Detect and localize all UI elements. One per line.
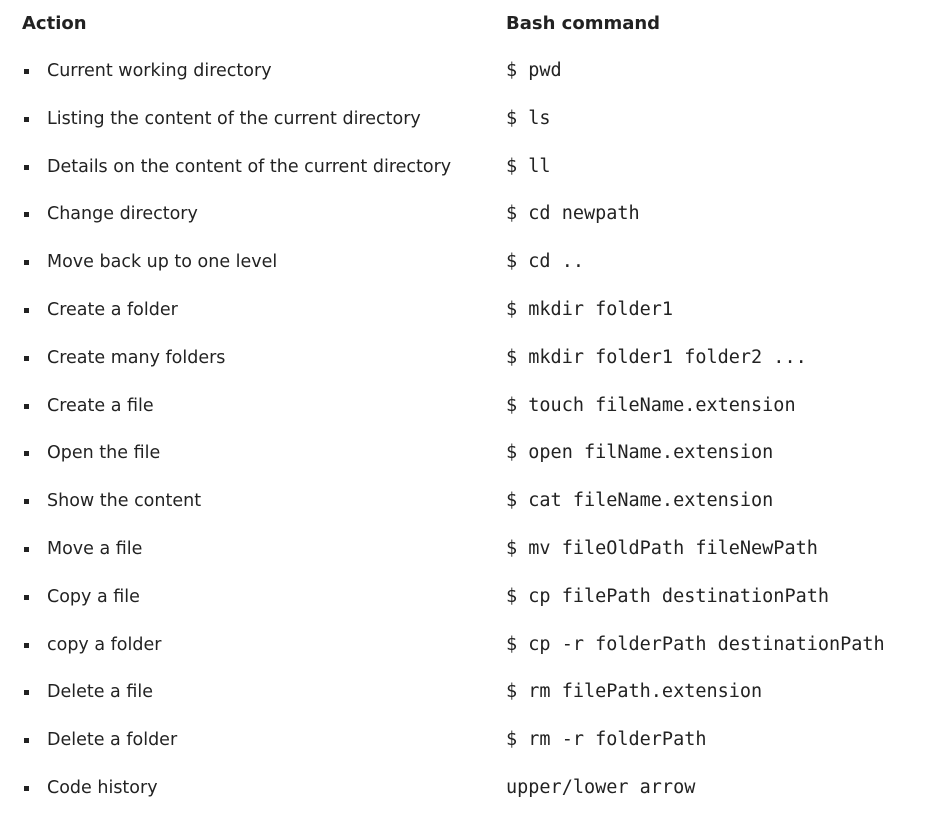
- action-text: Move back up to one level: [47, 252, 278, 273]
- bullet-icon: [24, 212, 29, 217]
- list-item: [0, 765, 933, 813]
- bullet-icon: [24, 547, 29, 552]
- action-text: Create many folders: [47, 347, 226, 368]
- command-text: $ cd newpath: [506, 203, 640, 225]
- command-list: [0, 48, 933, 813]
- action-text: Copy a file: [47, 586, 140, 607]
- list-item: [0, 526, 933, 574]
- bullet-icon: [24, 499, 29, 504]
- command-text: $ mkdir folder1 folder2 ...: [506, 346, 807, 368]
- command-text: $ mv fileOldPath fileNewPath: [506, 537, 818, 559]
- bullet-icon: [24, 786, 29, 791]
- action-text: Delete a file: [47, 682, 153, 703]
- bullet-icon: [24, 404, 29, 409]
- bullet-icon: [24, 117, 29, 122]
- command-text: $ cd ..: [506, 251, 584, 273]
- bullet-icon: [24, 451, 29, 456]
- action-text: Show the content: [47, 491, 202, 512]
- list-item: [0, 335, 933, 383]
- action-text: copy a folder: [47, 634, 162, 655]
- command-column-header: Bash command: [506, 13, 661, 34]
- action-text: Change directory: [47, 204, 198, 225]
- list-item: [0, 96, 933, 144]
- list-item: [0, 669, 933, 717]
- action-text: Move a file: [47, 538, 143, 559]
- bullet-icon: [24, 643, 29, 648]
- bullet-icon: [24, 260, 29, 265]
- list-item: [0, 239, 933, 287]
- list-item: [0, 478, 933, 526]
- command-text: $ open filName.extension: [506, 442, 774, 464]
- list-item: [0, 717, 933, 765]
- command-text: $ ll: [506, 155, 551, 177]
- command-text: $ pwd: [506, 60, 562, 81]
- bullet-icon: [24, 308, 29, 313]
- command-text: $ cat fileName.extension: [506, 490, 774, 512]
- command-text: $ cp filePath destinationPath: [506, 585, 830, 607]
- bullet-icon: [24, 165, 29, 170]
- bullet-icon: [24, 69, 29, 74]
- action-text: Create a folder: [47, 299, 178, 320]
- action-text: Current working directory: [47, 61, 272, 81]
- list-item: [0, 48, 933, 96]
- list-item: [0, 383, 933, 431]
- list-item: [0, 191, 933, 239]
- bullet-icon: [24, 356, 29, 361]
- action-text: Details on the content of the current directory: [47, 156, 452, 177]
- list-item: [0, 430, 933, 478]
- bullet-icon: [24, 738, 29, 743]
- list-item: [0, 287, 933, 335]
- bullet-icon: [24, 595, 29, 600]
- action-text: Code history: [47, 777, 158, 798]
- action-text: Listing the content of the current directory: [47, 108, 421, 129]
- list-item: [0, 574, 933, 622]
- command-text: $ touch fileName.extension: [506, 394, 796, 416]
- command-text: $ rm -r folderPath: [506, 729, 707, 751]
- command-text: $ ls: [506, 107, 551, 129]
- action-text: Delete a folder: [47, 730, 178, 751]
- command-text: $ mkdir folder1: [506, 298, 674, 320]
- bullet-icon: [24, 690, 29, 695]
- command-text: $ cp -r folderPath destinationPath: [506, 633, 885, 655]
- action-text: Open the file: [47, 443, 161, 464]
- list-item: [0, 144, 933, 192]
- command-text: upper/lower arrow: [506, 776, 696, 798]
- action-text: Create a file: [47, 395, 154, 416]
- list-item: [0, 622, 933, 670]
- command-text: $ rm filePath.extension: [506, 681, 763, 703]
- action-column-header: Action: [22, 13, 87, 34]
